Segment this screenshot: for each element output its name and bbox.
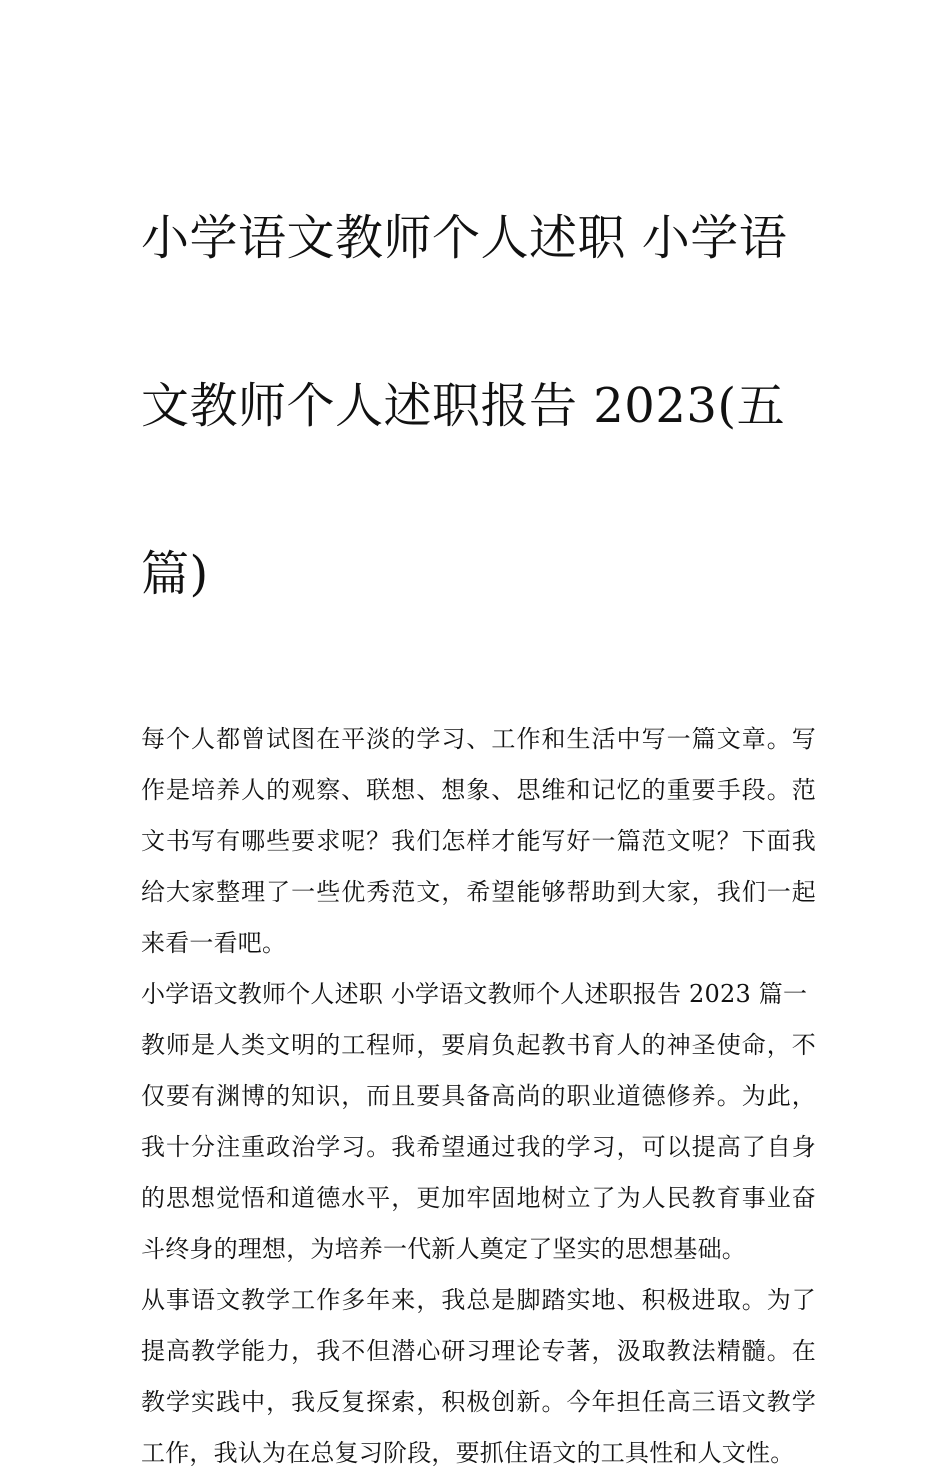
body-paragraph: 教师是人类文明的工程师，要肩负起教书育人的神圣使命，不仅要有渊博的知识，而且要具备高尚的职业道德修养。为此，我十分注重政治学习。我希望通过我的学习，可以提高了自身的思想觉悟和道德水平，更加牢固地树立了为人民教育事业奋斗终身的理想，为培养一代新人奠定了坚实的思想基础。 bbox=[141, 1031, 816, 1263]
intro-paragraph: 每个人都曾试图在平淡的学习、工作和生活中写一篇文章。写作是培养人的观察、联想、想象、思维和记忆的重要手段。范文书写有哪些要求呢？我们怎样才能写好一篇范文呢？下面我给大家整理了一些优秀范文，希望能够帮助到大家，我们一起来看一看吧。 bbox=[141, 725, 816, 957]
title-line-1: 小学语文教师个人述职 小学语 bbox=[141, 210, 788, 266]
document-page bbox=[141, 112, 816, 1479]
body-paragraph: 从事语文教学工作多年来，我总是脚踏实地、积极进取。为了提高教学能力，我不但潜心研习理论专著，汲取教法精髓。在教学实践中，我反复探索，积极创新。今年担任高三语文教学工作，我认为在总复习阶段，要抓住语文的工具性和人文性。 bbox=[141, 1286, 816, 1467]
title-line-3: 篇) bbox=[141, 546, 209, 602]
section-heading: 小学语文教师个人述职 小学语文教师个人述职报告 2023 篇一 bbox=[141, 980, 808, 1008]
title-line-2: 文教师个人述职报告 2023(五 bbox=[141, 378, 786, 434]
document-body bbox=[141, 714, 816, 1479]
document-title bbox=[141, 112, 816, 700]
